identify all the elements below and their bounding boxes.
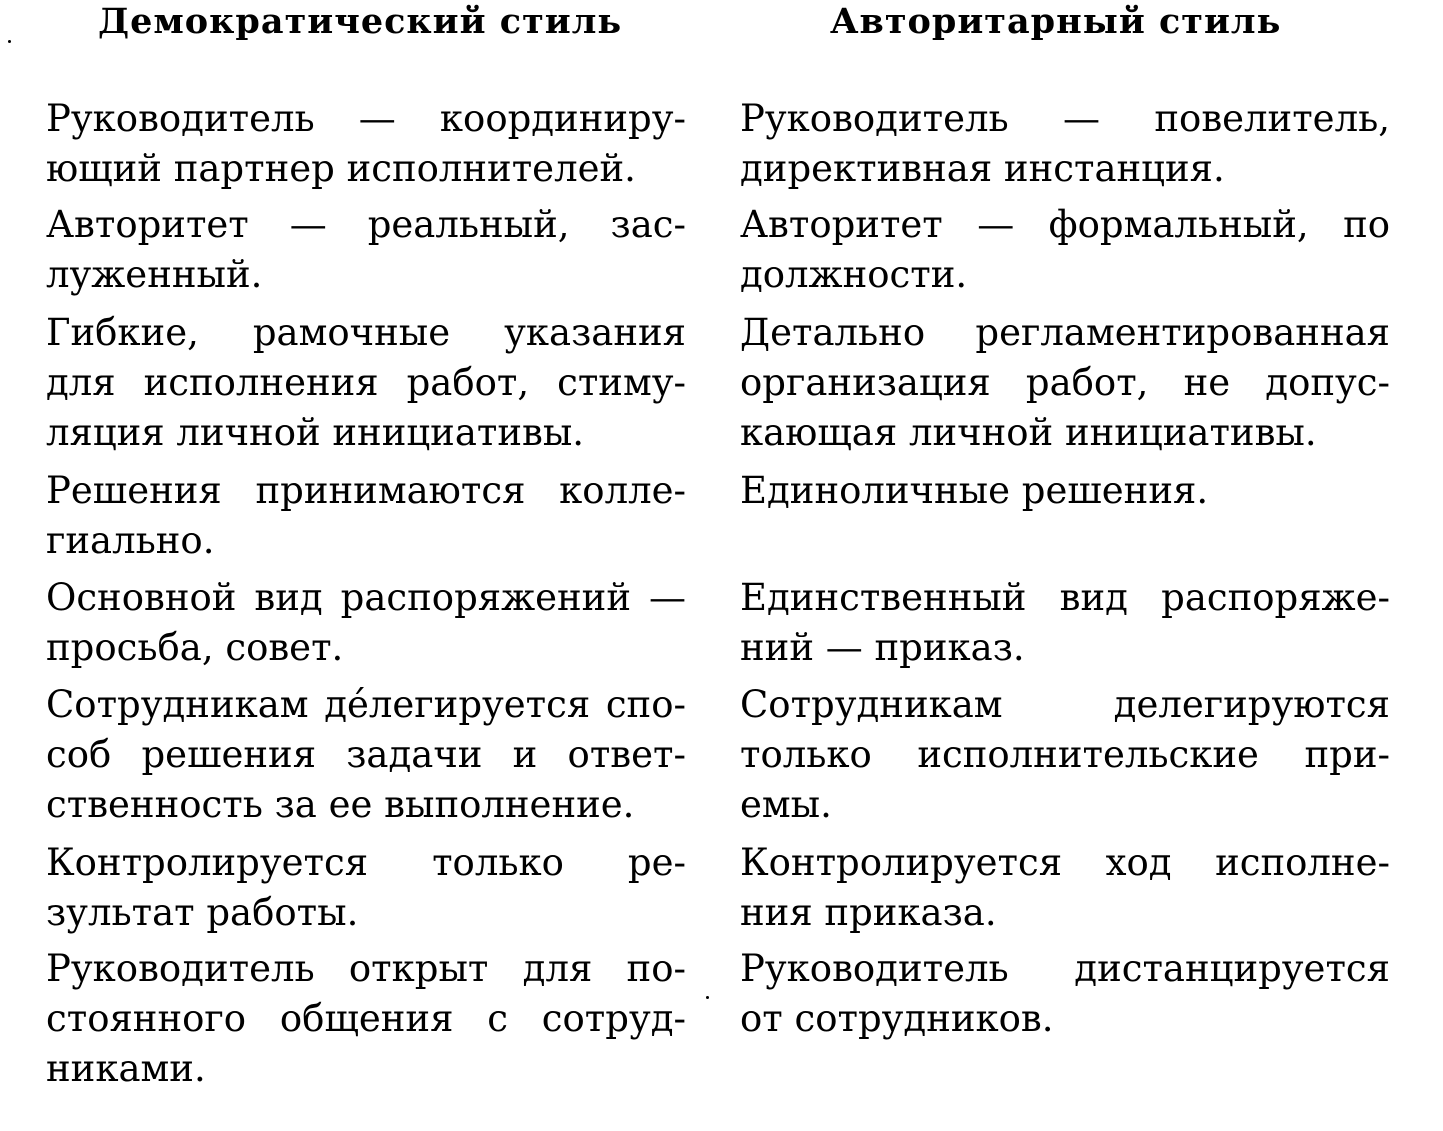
authoritarian-entry-control [740,838,1390,938]
entry-line: ляция личной инициативы. [46,411,585,454]
democratic-style-header: Демократический стиль [98,1,623,42]
entry-line: Решения принимаются колле- [46,469,686,512]
entry-line: Руководитель — повелитель, [740,97,1390,140]
entry-line: Авторитет — формальный, по [740,203,1390,246]
authoritarian-entry-delegation [740,680,1390,830]
entry-line: Единственный вид распоряже- [740,576,1390,619]
entry-line: для исполнения работ, стиму- [46,361,686,404]
entry-line: ний — приказ. [740,626,1025,669]
entry-line: кающая личной инициативы. [740,411,1317,454]
entry-line: Детально регламентированная [740,311,1390,354]
democratic-entry-control [46,838,686,938]
democratic-entry-orders [46,573,686,673]
authoritarian-entry-authority [740,200,1390,300]
entry-line: луженный. [46,253,263,296]
authoritarian-entry-decisions [740,466,1390,516]
entry-line: соб решения задачи и ответ- [46,733,686,776]
entry-line: Руководитель дистанцируется [740,947,1390,990]
authoritarian-entry-orders [740,573,1390,673]
entry-line: Основной вид распоряжений — [46,576,686,619]
entry-line: только исполнительские при- [740,733,1390,776]
entry-line: Контролируется только ре- [46,841,686,884]
entry-line: зультат работы. [46,891,359,934]
scan-speck [8,40,11,43]
democratic-entry-delegation [46,680,686,830]
entry-line: просьба, совет. [46,626,344,669]
entry-line: ственность за ее выполнение. [46,783,635,826]
entry-line: от сотрудников. [740,997,1054,1040]
scan-speck [706,996,709,999]
entry-line: Контролируется ход исполне- [740,841,1390,884]
democratic-entry-instructions [46,308,686,458]
democratic-entry-communication [46,944,686,1094]
entry-line: емы. [740,783,832,826]
entry-line: Сотрудникам де́легируется спо- [46,683,686,726]
entry-line: Руководитель — координиру- [46,97,686,140]
entry-line: Единоличные решения. [740,469,1209,512]
entry-line: Гибкие, рамочные указания [46,311,686,354]
authoritarian-entry-role [740,94,1390,194]
entry-line: должности. [740,253,968,296]
entry-line: ющий партнер исполнителей. [46,147,636,190]
entry-line: стоянного общения с сотруд- [46,997,686,1040]
authoritarian-entry-communication [740,944,1390,1044]
entry-line: ния приказа. [740,891,997,934]
democratic-entry-decisions [46,466,686,566]
entry-line: Сотрудникам делегируются [740,683,1390,726]
entry-line: гиально. [46,519,215,562]
entry-line: Авторитет — реальный, зас- [46,203,686,246]
entry-line: директивная инстанция. [740,147,1225,190]
authoritarian-style-header: Авторитарный стиль [830,1,1282,42]
entry-line: Руководитель открыт для по- [46,947,686,990]
authoritarian-entry-organization [740,308,1390,458]
entry-line: никами. [46,1047,206,1090]
democratic-entry-authority [46,200,686,300]
entry-line: организация работ, не допус- [740,361,1390,404]
democratic-entry-role [46,94,686,194]
